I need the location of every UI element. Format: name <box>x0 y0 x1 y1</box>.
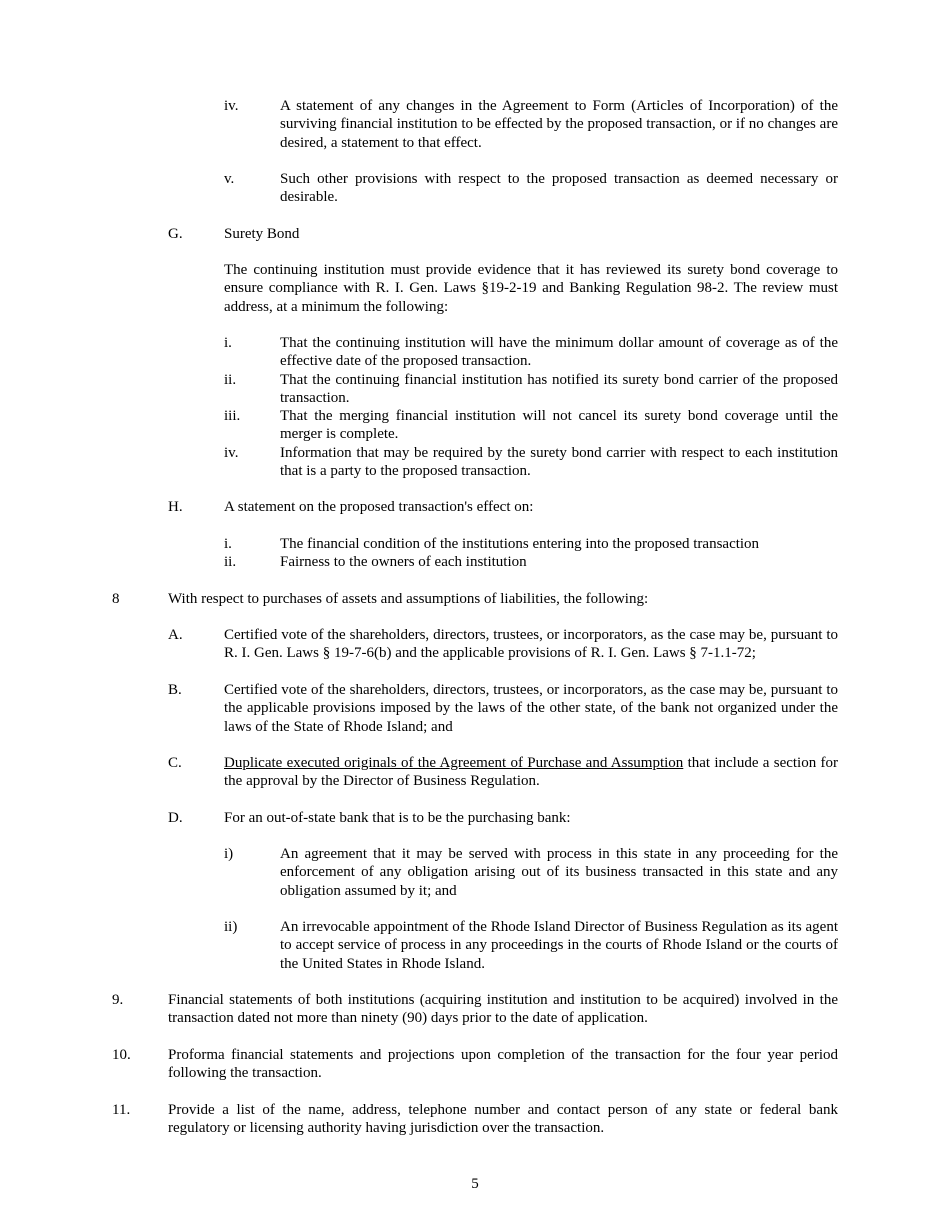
item-number: ii. <box>224 554 237 570</box>
item-number: ii. <box>224 372 237 388</box>
underlined-title: Duplicate executed originals of the Agreement of Purchase and Assumption <box>224 755 684 771</box>
item-number: 8 <box>112 591 120 607</box>
list-item <box>224 97 838 152</box>
item-text: Such other provisions with respect to the proposed transaction as deemed necessary or desirable. <box>280 171 838 206</box>
item-text: Certified vote of the shareholders, directors, trustees, or incorporators, as the case may be, pursuant to R. I. Gen. Laws § 19-7-6(b) and the applicable provisions of R. I. Gen. Laws § 7-1.1-72; <box>224 627 838 662</box>
item-text: That the merging financial institution will not cancel its surety bond coverage until the merger is complete. <box>280 408 838 443</box>
item-number: iii. <box>224 408 241 424</box>
item-text: Proforma financial statements and projections upon completion of the transaction for the four year period following the transaction. <box>168 1047 838 1082</box>
list-item <box>224 918 838 973</box>
item-number: i. <box>224 335 232 351</box>
item-text: For an out-of-state bank that is to be the purchasing bank: <box>224 810 571 826</box>
numbered-section <box>112 1101 838 1138</box>
item-number: B. <box>168 682 182 698</box>
item-number: G. <box>168 226 183 242</box>
item-text: A statement on the proposed transaction's effect on: <box>224 499 534 515</box>
item-text: Fairness to the owners of each institution <box>280 554 527 570</box>
item-number: 11. <box>112 1102 131 1118</box>
numbered-section <box>112 1046 838 1083</box>
list-item <box>168 754 838 791</box>
item-number: ii) <box>224 919 238 935</box>
item-text: With respect to purchases of assets and assumptions of liabilities, the following: <box>168 591 649 607</box>
list-item <box>168 809 838 827</box>
item-text: Financial statements of both institutions (acquiring institution and institution to be acquired) involved in the transaction dated not more than ninety (90) days prior to the date of application. <box>168 992 838 1027</box>
item-text: An irrevocable appointment of the Rhode Island Director of Business Regulation as its agent to accept service of process in any proceedings in the courts of Rhode Island or the courts of the United States in Rhode Island. <box>280 919 838 972</box>
list-item <box>168 681 838 736</box>
item-number: v. <box>224 171 235 187</box>
paragraph: The continuing institution must provide evidence that it has reviewed its surety bond coverage to ensure compliance with R. I. Gen. Laws §19-2-19 and Banking Regulation 98-2. The review must address, at a minimum the following: <box>224 262 838 315</box>
section-heading <box>168 498 838 516</box>
item-number: i) <box>224 846 234 862</box>
item-text: That the continuing institution will have the minimum dollar amount of coverage as of the effective date of the proposed transaction. <box>280 335 838 370</box>
item-text: That the continuing financial institution has notified its surety bond carrier of the proposed transaction. <box>280 372 838 407</box>
item-number: iv. <box>224 445 239 461</box>
list-item <box>224 170 838 207</box>
list-item <box>224 553 838 571</box>
list-item <box>224 371 838 408</box>
item-number: H. <box>168 499 183 515</box>
list-item <box>224 535 838 553</box>
item-text: Surety Bond <box>224 226 300 242</box>
item-number: D. <box>168 810 183 826</box>
list-item <box>224 407 838 444</box>
list-item <box>224 444 838 481</box>
item-text: A statement of any changes in the Agreement to Form (Articles of Incorporation) of the surviving financial institution to be effected by the proposed transaction, or if no changes are desired, a statement to that effect. <box>280 98 838 151</box>
item-text: Information that may be required by the surety bond carrier with respect to each institution that is a party to the proposed transaction. <box>280 445 838 480</box>
page-number: 5 <box>471 1176 479 1192</box>
list-item <box>224 334 838 371</box>
list-item <box>224 845 838 900</box>
item-number: i. <box>224 536 232 552</box>
item-text: The financial condition of the institutions entering into the proposed transaction <box>280 536 760 552</box>
item-text <box>224 754 838 791</box>
item-text: An agreement that it may be served with process in this state in any proceeding for the enforcement of any obligation arising out of its business transacted in this state and any obligation assumed by it; and <box>280 846 838 899</box>
item-text: Certified vote of the shareholders, directors, trustees, or incorporators, as the case may be, pursuant to the applicable provisions imposed by the laws of the other state, of the bank not organized under the laws of the State of Rhode Island; and <box>224 682 838 735</box>
item-number: C. <box>168 755 182 771</box>
numbered-section <box>112 590 838 608</box>
item-text: Provide a list of the name, address, telephone number and contact person of any state or federal bank regulatory or licensing authority having jurisdiction over the transaction. <box>168 1102 838 1137</box>
item-number: 10. <box>112 1047 131 1063</box>
list-item <box>168 626 838 663</box>
numbered-section <box>112 991 838 1028</box>
section-heading <box>168 225 838 243</box>
item-number: A. <box>168 627 183 643</box>
item-number: 9. <box>112 992 124 1008</box>
item-number: iv. <box>224 98 239 114</box>
item-text-rest: that include a section for the approval by the Director of Business Regulation. <box>224 755 839 790</box>
